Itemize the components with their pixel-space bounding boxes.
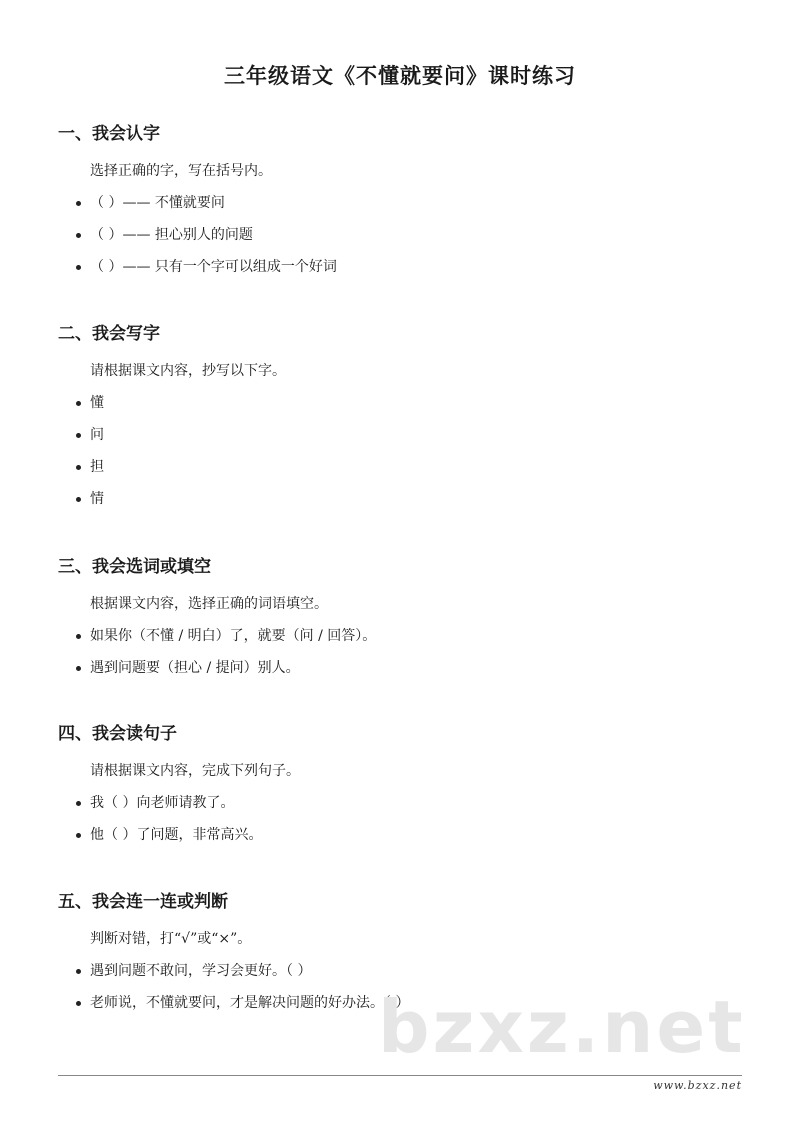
bullet-icon [76, 969, 81, 974]
section-recognize-characters [58, 122, 758, 288]
list-item [58, 792, 758, 824]
item-text: （ ）—— 担心别人的问题 [90, 227, 253, 243]
item-text: 遇到问题要（担心 / 提问）别人。 [90, 660, 300, 676]
bullet-icon [76, 634, 81, 639]
item-text: （ ）—— 不懂就要问 [90, 195, 225, 211]
item-text: 老师说，不懂就要问，才是解决问题的好办法。（ ） [90, 995, 410, 1011]
exercise-list [58, 192, 758, 288]
footer-url: www.bzxz.net [653, 1079, 742, 1092]
item-text: （ ）—— 只有一个字可以组成一个好词 [90, 259, 337, 275]
watermark: bzxz.net [378, 985, 746, 1069]
bullet-icon [76, 801, 81, 806]
section-heading: 二、我会写字 [58, 324, 160, 344]
item-text: 遇到问题不敢问，学习会更好。（ ） [90, 963, 312, 979]
section-instruction: 选择正确的字，写在括号内。 [90, 163, 272, 179]
section-read-sentences [58, 722, 758, 856]
section-instruction: 请根据课文内容，抄写以下字。 [90, 363, 286, 379]
item-text: 他（ ）了问题，非常高兴。 [90, 827, 263, 843]
item-text: 懂 [90, 395, 104, 411]
item-text: 如果你（不懂 / 明白）了，就要（问 / 回答）。 [90, 628, 377, 644]
section-heading: 一、我会认字 [58, 124, 160, 144]
list-item [58, 824, 758, 856]
list-item [58, 192, 758, 224]
exercise-list [58, 392, 758, 520]
list-item [58, 392, 758, 424]
list-item [58, 488, 758, 520]
bullet-icon [76, 201, 81, 206]
list-item [58, 424, 758, 456]
bullet-icon [76, 1001, 81, 1006]
item-text: 我（ ）向老师请教了。 [90, 795, 235, 811]
item-text: 担 [90, 459, 104, 475]
section-instruction: 判断对错，打“√”或“×”。 [90, 931, 252, 947]
exercise-list [58, 625, 758, 689]
exercise-list [58, 792, 758, 856]
bullet-icon [76, 265, 81, 270]
footer-divider [58, 1075, 742, 1076]
bullet-icon [76, 401, 81, 406]
list-item [58, 224, 758, 256]
list-item [58, 625, 758, 657]
section-heading: 四、我会读句子 [58, 724, 177, 744]
section-heading: 五、我会连一连或判断 [58, 892, 228, 912]
item-text: 情 [90, 491, 104, 507]
list-item [58, 456, 758, 488]
item-text: 问 [90, 427, 104, 443]
list-item [58, 256, 758, 288]
bullet-icon [76, 233, 81, 238]
list-item [58, 657, 758, 689]
section-choose-words [58, 555, 758, 689]
page-title: 三年级语文《不懂就要问》课时练习 [224, 64, 576, 88]
bullet-icon [76, 833, 81, 838]
section-heading: 三、我会选词或填空 [58, 557, 211, 577]
section-write-characters [58, 322, 758, 520]
bullet-icon [76, 465, 81, 470]
section-instruction: 根据课文内容，选择正确的词语填空。 [90, 596, 328, 612]
bullet-icon [76, 666, 81, 671]
bullet-icon [76, 433, 81, 438]
bullet-icon [76, 497, 81, 502]
section-instruction: 请根据课文内容，完成下列句子。 [90, 763, 300, 779]
